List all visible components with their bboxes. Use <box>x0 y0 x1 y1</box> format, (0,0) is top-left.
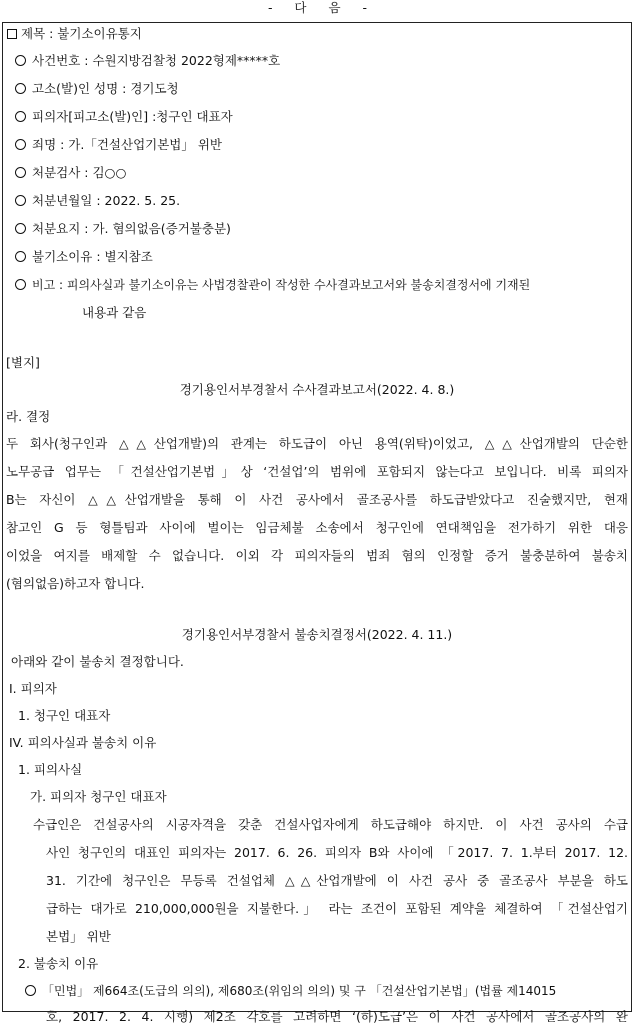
paragraph-line: 사인 청구인의 대표인 피의자는 2017. 6. 26. 피의자 B와 사이에 「2017. 7. 1.부터 2017. 12. <box>46 845 628 860</box>
list-item: 피의자[피고소(발)인] :청구인 대표자 <box>15 108 233 126</box>
circle-bullet-icon <box>15 139 26 150</box>
circle-bullet-icon <box>15 223 26 234</box>
notice-title: 제목 : 불기소이유통지 <box>21 26 142 41</box>
section-item: 1. 피의사실 <box>18 762 83 777</box>
list-item: 사건번호 : 수원지방검찰청 2022형제*****호 <box>15 52 280 70</box>
list-item: 고소(발)인 성명 : 경기도청 <box>15 80 179 98</box>
paragraph-line: 31. 기간에 청구인은 무등록 건설업체 △△산업개발에 이 사건 공사 중 골조공사 부분을 하도 <box>46 873 628 888</box>
paragraph-line: 수급인은 건설공사의 시공자격을 갖춘 건설사업자에게 하도급해야 하지만. 이 사건 공사의 수급 <box>33 817 628 832</box>
reason-line-1: 「민법」 제664조(도급의 의의), 제680조(위임의 의의) 및 구 「건설산업기본법」(법률 제14015 <box>25 982 628 1000</box>
paragraph-line: B는 자신이 △△산업개발을 통해 이 사건 공사에서 골조공사를 하도급받았다고 진술했지만, 현재 <box>6 492 628 507</box>
attachment-label: [별지] <box>6 355 40 370</box>
conclusion-label: 라. 결정 <box>6 409 51 424</box>
section-heading: IV. 피의사실과 불송치 이유 <box>9 735 157 750</box>
paragraph-line: 참고인 G 등 형틀팀과 사이에 벌이는 임금체불 소송에서 청구인에 연대책임을 전가하기 위한 대응 <box>6 520 628 535</box>
paragraph-line: 노무공급 업무는 「건설산업기본법」상 ‘건설업’의 범위에 포함되지 않는다고 보입니다. 비록 피의자 <box>6 464 628 479</box>
list-item: 처분요지 : 가. 혐의없음(증거불충분) <box>15 220 231 238</box>
decision-intro: 아래와 같이 불송치 결정합니다. <box>11 654 184 669</box>
circle-bullet-icon <box>15 167 26 178</box>
circle-bullet-icon <box>15 83 26 94</box>
circle-bullet-icon <box>15 111 26 122</box>
paragraph-line: (혐의없음)하고자 합니다. <box>6 576 145 591</box>
section-heading: I. 피의자 <box>9 681 57 696</box>
paragraph-line: 두 회사(청구인과 △△산업개발)의 관계는 하도급이 아닌 용역(위탁)이었고, △△산업개발의 단순한 <box>6 436 628 451</box>
document-frame <box>2 22 632 1024</box>
circle-bullet-icon <box>15 251 26 262</box>
paragraph-line: 이었을 여지를 배제할 수 없습니다. 이외 각 피의자들의 범죄 혐의 인정할 증거 불충분하여 불송치 <box>6 548 628 563</box>
section-subitem: 가. 피의자 청구인 대표자 <box>30 789 167 804</box>
paragraph-line: 본법」 위반 <box>46 929 111 944</box>
circle-bullet-icon <box>15 279 26 290</box>
circle-bullet-icon <box>15 55 26 66</box>
document-heading: - 다 음 - <box>267 0 369 15</box>
checkbox-square-icon <box>7 29 17 39</box>
section-item: 1. 청구인 대표자 <box>18 708 111 723</box>
notice-title-row <box>7 25 142 43</box>
report-title: 경기용인서부경찰서 수사결과보고서(2022. 4. 8.) <box>179 382 455 397</box>
list-item: 불기소이유 : 별지참조 <box>15 248 153 266</box>
list-item: 처분검사 : 김○○ <box>15 164 126 182</box>
decision-title: 경기용인서부경찰서 불송치결정서(2022. 4. 11.) <box>181 627 453 642</box>
remark-line-1: 비고 : 피의사실과 불기소이유는 사법경찰관이 작성한 수사결과보고서와 불송치결정서에 기재된 <box>15 276 627 294</box>
reason-line-2: 호, 2017. 2. 4. 시행) 제2조 각호를 고려하면 ‘(하)도급’은 이 사건 공사에서 골조공사의 완 <box>46 1009 628 1024</box>
circle-bullet-icon <box>25 985 36 996</box>
list-item: 처분년월일 : 2022. 5. 25. <box>15 192 180 210</box>
remark-line-2: 내용과 같음 <box>82 305 147 320</box>
section-item: 2. 불송치 이유 <box>18 956 99 971</box>
circle-bullet-icon <box>15 195 26 206</box>
paragraph-line: 급하는 대가로 210,000,000원을 지불한다.」 라는 조건이 포함된 계약을 체결하여 「건설산업기 <box>46 901 628 916</box>
list-item: 죄명 : 가.「건설산업기본법」 위반 <box>15 136 222 154</box>
